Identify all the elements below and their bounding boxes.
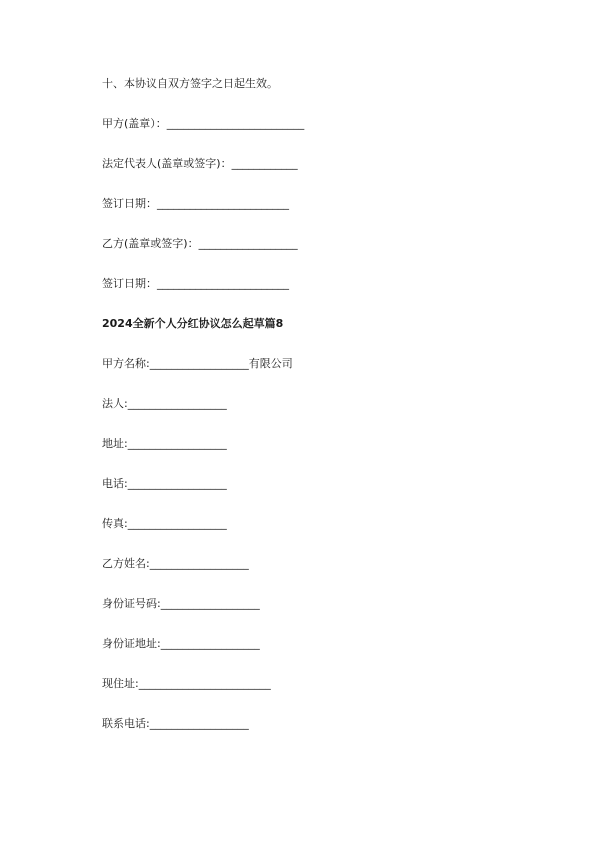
signing-date-line-1: 签订日期：________________________ (102, 197, 289, 210)
legal-person-line: 法人:__________________ (102, 397, 227, 410)
legal-representative-line: 法定代表人(盖章或签字)：____________ (102, 157, 298, 170)
party-a-seal-line: 甲方(盖章）：_________________________ (102, 117, 305, 130)
signing-date-line-2: 签订日期：________________________ (102, 277, 289, 290)
party-a-name-line: 甲方名称:__________________有限公司 (102, 357, 293, 370)
phone-line: 电话:__________________ (102, 477, 227, 490)
party-b-name-line: 乙方姓名:__________________ (102, 557, 249, 570)
id-number-line: 身份证号码:__________________ (102, 597, 260, 610)
id-address-line: 身份证地址:__________________ (102, 637, 260, 650)
fax-line: 传真:__________________ (102, 517, 227, 530)
address-line: 地址:__________________ (102, 437, 227, 450)
current-address-line: 现住址:________________________ (102, 677, 271, 690)
clause-ten-effective: 十、本协议自双方签字之日起生效。 (102, 77, 278, 90)
party-b-seal-line: 乙方(盖章或签字)：__________________ (102, 237, 298, 250)
contact-phone-line: 联系电话:__________________ (102, 717, 249, 730)
section-heading: 2024全新个人分红协议怎么起草篇8 (102, 317, 284, 330)
